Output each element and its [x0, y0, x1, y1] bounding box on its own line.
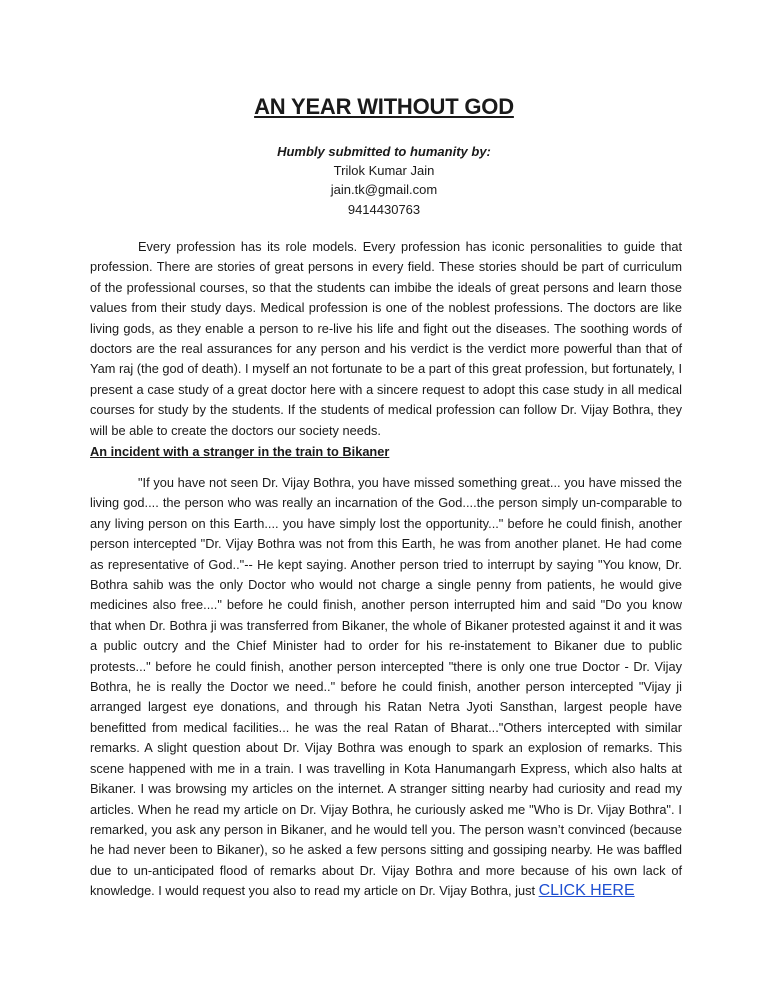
incident-paragraph-text: "If you have not seen Dr. Vijay Bothra, you have missed something great... you have missed the living god.... the person who was really an incarnation of the God....the person simply un-comparable to any living person on this Earth.... you have simply lost the opportunity..." before he could finish, another person intercepted "Dr. Vijay Bothra was not from this Earth, he was from another planet. He had come as representative of God.."-- He kept saying. Another person tried to interrupt by saying "You know, Dr. Bothra sahib was the only Doctor who would not charge a single penny from patients, he would give medicines also free...." before he could finish, another person interrupted him and said "Do you know that when Dr. Bothra ji was transferred from Bikaner, the whole of Bikaner protested against it and it was a public outcry and the Chief Minister had to order for his re-instatement to Bikaner due to public protests..." before he could finish, another person intercepted "there is only one true Doctor - Dr. Vijay Bothra, he is really the Doctor we need.." before he could finish, another person intercepted "Vijay ji arranged largest eye donations, and through his Ratan Netra Jyoti Sansthan, largest people have benefitted from medical facilities... he was the real Ratan of Bharat..."Others intercepted with similar remarks. A slight question about Dr. Vijay Bothra was enough to spark an explosion of remarks. This scene happened with me in a train. I was travelling in Kota Hanumangarh Express, which also halts at Bikaner. I was browsing my articles on the internet. A stranger sitting nearby had curiosity and read my articles. When he read my article on Dr. Vijay Bothra, he curiously asked me "Who is Dr. Vijay Bothra". I remarked, you ask any person in Bikaner, and he would tell you. The person wasn’t convinced (because he had never been to Bikaner), so he asked a few persons sitting and gossiping nearby. He was baffled due to un-anticipated flood of remarks about Dr. Vijay Bothra and more because of his own lack of knowledge. I would request you also to read my article on Dr. Vijay Bothra, just [90, 475, 682, 899]
section-heading: An incident with a stranger in the train to Bikaner [90, 444, 390, 459]
submitted-by-line: Humbly submitted to humanity by: [277, 144, 491, 159]
intro-paragraph: Every profession has its role models. Every profession has iconic personalities to guide that profession. There are stories of great persons in every field. These stories should be part of curriculum of the professional courses, so that the students can imbibe the ideals of great persons and learn those values from their study days. Medical profession is one of the noblest professions. The doctors are like living gods, as they enable a person to re-live his life and fight out the diseases. The soothing words of doctors are the real assurances for any person and his verdict is the verdict more powerful than that of Yam raj (the god of death). I myself an not fortunate to be a part of this great profession, but fortunately, I present a case study of a great doctor here with a sincere request to adopt this case study in all medical courses for study by the students. If the students of medical profession can follow Dr. Vijay Bothra, they will be able to create the doctors our society needs. [90, 239, 682, 438]
author-name: Trilok Kumar Jain [333, 163, 435, 178]
click-here-link[interactable]: CLICK HERE [538, 882, 635, 900]
author-phone: 9414430763 [347, 202, 421, 217]
author-email: jain.tk@gmail.com [330, 182, 438, 197]
incident-paragraph [90, 473, 682, 902]
document-title: AN YEAR WITHOUT GOD [254, 94, 514, 119]
